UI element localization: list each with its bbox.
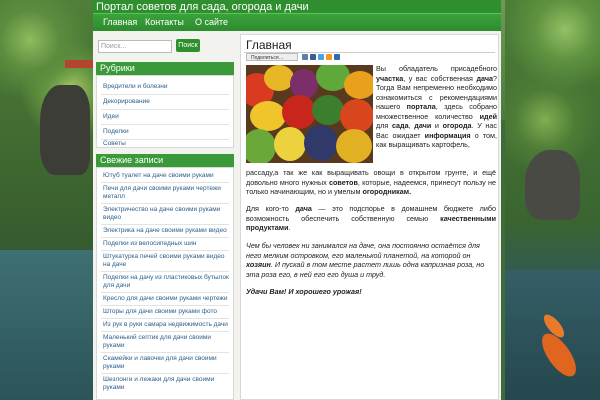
quote-paragraph: Чем бы человек ни занимался на даче, она постоянно остаётся для него мелким островком, его маленькой планетой, на которой он хозяин. И пускай в том месте растет лишь одна капризная роза, но эта роза его, в ней его его душа и труд. xyxy=(246,241,485,279)
twitter-icon[interactable] xyxy=(318,54,324,60)
recent-post-link[interactable]: Шезлонги и лежаки для дачи своими руками xyxy=(103,376,215,391)
rubric-item[interactable]: Поделки xyxy=(103,128,129,135)
vk-icon[interactable] xyxy=(302,54,308,60)
recent-post-link[interactable]: Штукатурка печей своими руками видео на даче xyxy=(103,253,225,268)
odnoklassniki-icon[interactable] xyxy=(326,54,332,60)
recent-post-link[interactable]: Печи для дачи своими руками чертежи металл xyxy=(103,185,221,200)
rubrics-heading: Рубрики xyxy=(96,62,234,75)
intro-paragraph: Вы обладатель присадебного участка, у вас собственная дача? Тогда Вам непременно необходимо ознакомиться с рекомендациями нашего портала, здесь собрано множественное количество идей для сада, дачи и огорода. У нас Вас ожидает информация о том, как выращивать картофель, xyxy=(376,64,497,149)
recent-post-link[interactable]: Ютуб туалет на даче своими руками xyxy=(103,172,214,179)
nav-about[interactable]: О сайте xyxy=(195,17,229,27)
recent-posts-heading: Свежие записи xyxy=(96,154,234,167)
recent-post-link[interactable]: Поделки на дачу из пластиковых бутылок для дачи xyxy=(103,274,229,289)
sidebar xyxy=(96,34,234,400)
nav-contacts[interactable]: Контакты xyxy=(145,17,184,27)
recent-post-link[interactable]: Из рук в руки самара недвижимость дачи xyxy=(103,321,228,328)
rubric-item[interactable]: Идеи xyxy=(103,113,119,120)
search-button[interactable]: Поиск xyxy=(176,39,200,52)
closing-paragraph: Удачи Вам! И хорошего урожая! xyxy=(246,287,362,296)
nav-home[interactable]: Главная xyxy=(103,17,138,27)
intro-paragraph-continued: рассаду,а так же как выращивать овощи в открытом грунте, и ещё довольно много нужных советов, которые, надеемся, принесут пользу не только начинающим, но и умелым огородникам. xyxy=(246,168,496,196)
search-input[interactable]: Поиск... xyxy=(98,40,172,53)
rubric-item[interactable]: Декорирование xyxy=(103,98,150,105)
rubric-item[interactable]: Вредители и болезни xyxy=(103,83,168,90)
recent-post-link[interactable]: Электрика на даче своими руками видео xyxy=(103,227,227,234)
rubrics-widget xyxy=(96,75,234,148)
main-nav xyxy=(93,13,501,32)
dacha-paragraph: Для кого-то дача — это подспорье в домашнем бюджете либо возможность обеспечить собственную семью качественными продуктами. xyxy=(246,204,497,232)
vegetables-image xyxy=(246,65,373,163)
mail-icon[interactable] xyxy=(334,54,340,60)
site-title[interactable]: Портал советов для сада, огорода и дачи xyxy=(96,1,309,13)
page-title: Главная xyxy=(246,38,292,52)
recent-post-link[interactable]: Электричество на даче своими руками видео xyxy=(103,206,221,221)
recent-posts-widget xyxy=(96,167,234,400)
recent-post-link[interactable]: Кресло для дачи своими руками чертежи xyxy=(103,295,228,302)
facebook-icon[interactable] xyxy=(310,54,316,60)
recent-post-link[interactable]: Поделки из велосипедных шин xyxy=(103,240,197,247)
share-button[interactable]: Поделиться… xyxy=(246,53,298,61)
recent-post-link[interactable]: Маленький септик для дачи своими руками xyxy=(103,334,212,349)
rubric-item[interactable]: Советы xyxy=(103,140,126,147)
recent-post-link[interactable]: Шторы для дачи своими руками фото xyxy=(103,308,217,315)
recent-post-link[interactable]: Скамейки и лавочки для дачи своими руками xyxy=(103,355,217,370)
